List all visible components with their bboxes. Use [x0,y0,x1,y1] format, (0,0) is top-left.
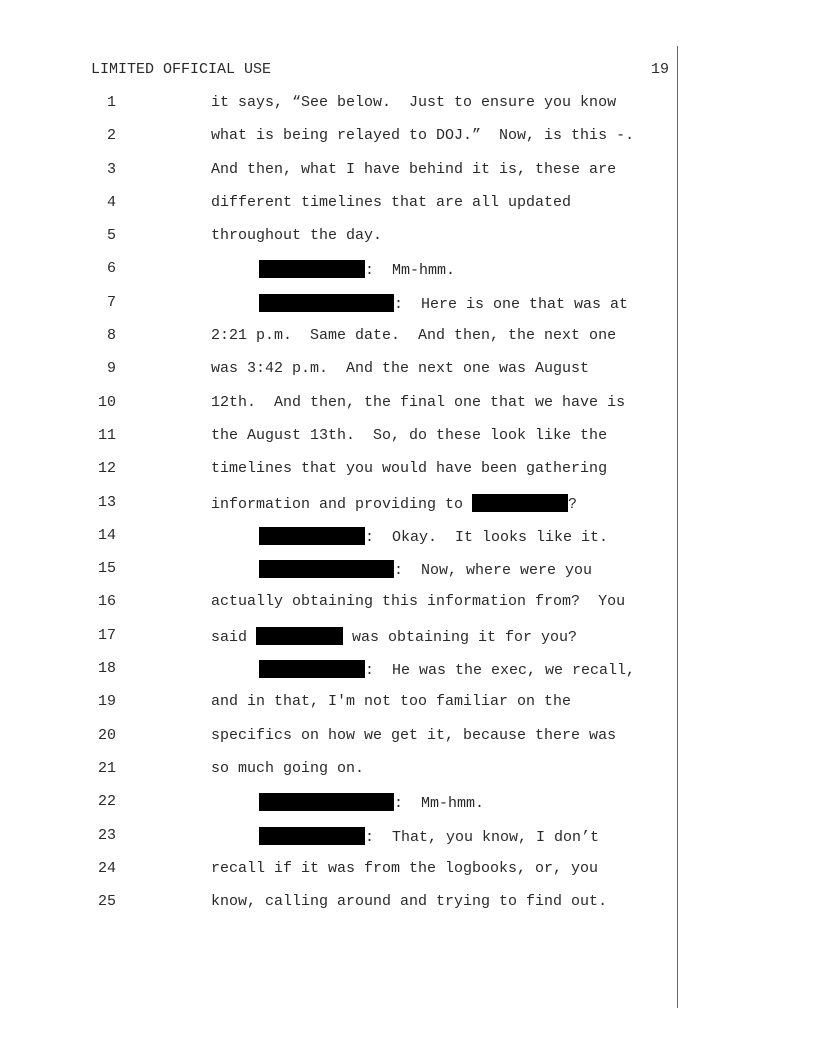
speaker-line [259,560,592,579]
line-text: actually obtaining this information from? You [211,593,626,611]
transcript-line [0,593,816,626]
line-text-with-redaction [211,627,577,646]
line-text: : He was the exec, we recall, [365,662,636,680]
speaker-line [259,827,599,846]
name-redaction [472,494,568,512]
transcript-line [0,161,816,194]
transcript-line [0,693,816,726]
line-text-with-redaction [211,494,577,513]
classification-label: LIMITED OFFICIAL USE [91,61,272,78]
line-number: 19 [97,693,116,711]
transcript-line [0,560,816,593]
transcript-line [0,727,816,760]
line-number: 3 [106,160,116,178]
line-text: ? [568,495,578,513]
line-text: and in that, I'm not too familiar on the [211,693,572,711]
line-number: 16 [97,593,116,611]
line-text: was 3:42 p.m. And the next one was August [211,360,590,378]
line-number: 23 [97,826,116,844]
transcript-line [0,527,816,560]
speaker-line [259,260,455,279]
line-number: 2 [106,127,116,145]
line-text: information and providing to [211,495,473,513]
line-text: different timelines that are all updated [211,193,572,211]
line-number: 8 [106,327,116,345]
transcript-line [0,427,816,460]
speaker-redaction [259,560,394,578]
line-text: so much going on. [211,759,365,777]
name-redaction [256,627,343,645]
transcript-line [0,760,816,793]
line-text: it says, “See below. Just to ensure you know [211,94,617,111]
transcript-line [0,194,816,227]
speaker-line [259,660,635,679]
transcript-line [0,360,816,393]
line-number: 10 [97,393,116,411]
line-text: : Okay. It looks like it. [365,528,609,546]
line-text: 2:21 p.m. Same date. And then, the next one [211,327,617,345]
line-text: recall if it was from the logbooks, or, you [211,859,599,877]
page-header [91,61,669,81]
transcript-body [0,94,816,926]
transcript-line [0,827,816,860]
line-number: 7 [106,293,116,311]
speaker-redaction [259,527,365,545]
line-number: 13 [97,493,116,511]
line-text: : That, you know, I don’t [365,828,600,846]
line-text: what is being relayed to DOJ.” Now, is this -. [211,127,635,145]
line-number: 25 [97,893,116,911]
line-number: 11 [97,426,116,444]
line-text: : Mm-hmm. [394,795,485,813]
transcript-line [0,127,816,160]
speaker-line [259,527,608,546]
speaker-line [259,294,628,313]
line-number: 12 [97,460,116,478]
speaker-redaction [259,660,365,678]
line-text: know, calling around and trying to find out. [211,893,608,911]
speaker-redaction [259,827,365,845]
transcript-line [0,793,816,826]
line-number: 18 [97,660,116,678]
line-text: said [211,628,257,646]
transcript-line [0,460,816,493]
line-text: timelines that you would have been gathering [211,460,608,478]
line-number: 20 [97,726,116,744]
line-number: 1 [106,94,116,111]
line-number: 5 [106,227,116,245]
transcript-line [0,294,816,327]
line-number: 15 [97,560,116,578]
speaker-redaction [259,260,365,278]
line-text: : Mm-hmm. [365,262,456,280]
speaker-redaction [259,294,394,312]
transcript-line [0,227,816,260]
line-number: 9 [106,360,116,378]
line-text: was obtaining it for you? [343,628,578,646]
line-text: specifics on how we get it, because there was [211,726,617,744]
line-text: : Here is one that was at [394,295,629,313]
transcript-line [0,660,816,693]
speaker-redaction [259,793,394,811]
line-text: 12th. And then, the final one that we have is [211,393,626,411]
line-number: 24 [97,859,116,877]
transcript-line [0,260,816,293]
line-text: And then, what I have behind it is, these are [211,160,617,178]
line-text: throughout the day. [211,227,383,245]
speaker-line [259,793,484,812]
transcript-line [0,94,816,127]
transcript-line [0,893,816,926]
line-number: 17 [97,626,116,644]
line-text: the August 13th. So, do these look like the [211,426,608,444]
line-number: 22 [97,793,116,811]
transcript-line [0,494,816,527]
line-number: 14 [97,526,116,544]
transcript-line [0,860,816,893]
line-number: 6 [106,260,116,278]
transcript-line [0,327,816,360]
line-number: 4 [106,193,116,211]
transcript-line [0,394,816,427]
page-number: 19 [650,61,669,78]
line-text: : Now, where were you [394,562,593,580]
line-number: 21 [97,759,116,777]
transcript-line [0,627,816,660]
